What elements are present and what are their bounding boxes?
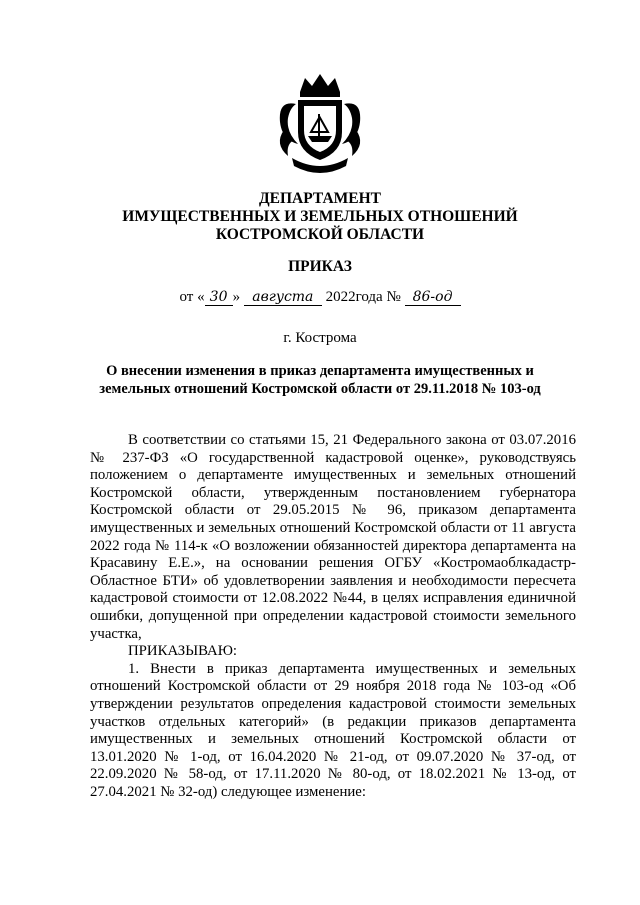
date-line <box>0 289 640 306</box>
city: г. Кострома <box>283 330 357 346</box>
subject-line-1: О внесении изменения в приказ департамента имущественных и <box>106 363 534 379</box>
date-year: 2022года № <box>325 289 401 305</box>
preamble-paragraph: В соответствии со статьями 15, 21 Федерального закона от 03.07.2016 № 237-ФЗ «О государственной кадастровой оценке», руководствуясь положением о департаменте имущественных и земельных отношений Костромской области, утвержденным постановлением губернатора Костромской области от 29.05.2015 № 96, приказом департамента имущественных и земельных отношений Костромской области от 11 августа 2022 года № 114-к «О возложении обязанностей директора департамента на Красавину Е.Е.», на основании решения ОГБУ «Костромаоблкадастр-Областное БТИ» об удовлетворении заявления и необходимости пересчета кадастровой стоимости от 12.08.2022 №44, в целях исправления единичной ошибки, допущенной при определении кадастровой стоимости земельного участка, <box>90 432 576 642</box>
clause-1-paragraph: 1. Внести в приказ департамента имущественных и земельных отношений Костромской области от 29 ноября 2018 года № 103-од «Об утверждении результатов определения кадастровой стоимости земельных участков отдельных категорий» (в редакции приказов департамента имущественных и земельных отношений Костромской области от 13.01.2020 № 1-од, от 16.04.2020 № 21-од, от 09.07.2020 № 37-од, от 22.09.2020 № 58-од, от 17.11.2020 № 80-од, от 18.02.2021 № 13-од, от 27.04.2021 № 32-од) следующее изменение: <box>90 660 576 800</box>
coat-of-arms-emblem <box>270 70 370 180</box>
subject-line-2: земельных отношений Костромской области от 29.11.2018 № 103-од <box>99 381 541 397</box>
order-directive: ПРИКАЗЫВАЮ: <box>128 643 238 660</box>
department-line-2: ИМУЩЕСТВЕННЫХ И ЗЕМЕЛЬНЫХ ОТНОШЕНИЙ <box>122 208 518 225</box>
date-day: 30 <box>205 289 233 306</box>
order-subject <box>0 362 640 398</box>
department-line-3: КОСТРОМСКОЙ ОБЛАСТИ <box>215 226 425 243</box>
document-type: ПРИКАЗ <box>288 258 352 275</box>
order-body <box>90 432 576 801</box>
order-number: 86-од <box>405 289 461 306</box>
department-name <box>0 190 640 244</box>
date-prefix: от « <box>179 289 205 305</box>
date-month: августа <box>244 289 322 306</box>
date-mid: » <box>232 289 241 305</box>
department-line-1: ДЕПАРТАМЕНТ <box>258 190 382 207</box>
